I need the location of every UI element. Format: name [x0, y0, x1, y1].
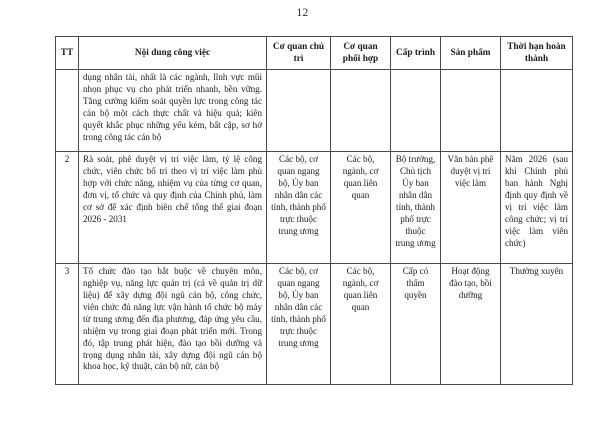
column-header-co-quan-phoi-hop: Cơ quan phối hợp	[331, 37, 391, 70]
column-header-noi-dung-cong-viec: Nội dung công việc	[79, 37, 267, 70]
cell-thoi-han-hoan-thanh	[501, 70, 573, 152]
cell-noi-dung-cong-viec: Rà soát, phê duyệt vị trí việc làm, tỷ lệ công chức, viên chức bố trí theo vị trí việc làm phù hợp với chức năng, nhiệm vụ của từng cơ quan, đơn vị, tổ chức và quy định của Chính phủ, làm cơ sở để xác định biên chế tổng thể giai đoạn 2026 - 2031	[79, 152, 267, 264]
cell-co-quan-chu-tri: Các bộ, cơ quan ngang bộ, Ủy ban nhân dân các tỉnh, thành phố trực thuộc trung ương	[267, 264, 331, 385]
cell-cap-trinh: Cấp có thẩm quyền	[391, 264, 441, 385]
cell-co-quan-phoi-hop: Các bộ, ngành, cơ quan liên quan	[331, 264, 391, 385]
cell-thoi-han-hoan-thanh: Thường xuyên	[501, 264, 573, 385]
column-header-san-pham: Sản phẩm	[441, 37, 501, 70]
cell-san-pham	[441, 70, 501, 152]
cell-tt: 3	[56, 264, 79, 385]
table-row	[56, 70, 573, 152]
column-header-cap-trinh: Cấp trình	[391, 37, 441, 70]
cell-san-pham: Văn bản phê duyệt vị trí việc làm	[441, 152, 501, 264]
cell-co-quan-phoi-hop: Các bộ, ngành, cơ quan liên quan	[331, 152, 391, 264]
table-header-row	[56, 37, 573, 70]
work-plan-table-container	[55, 36, 568, 385]
cell-co-quan-phoi-hop	[331, 70, 391, 152]
cell-cap-trinh	[391, 70, 441, 152]
work-plan-table	[55, 36, 573, 385]
column-header-tt: TT	[56, 37, 79, 70]
column-header-co-quan-chu-tri: Cơ quan chủ trì	[267, 37, 331, 70]
table-row	[56, 152, 573, 264]
column-header-thoi-han-hoan-thanh: Thời hạn hoàn thành	[501, 37, 573, 70]
table-row	[56, 264, 573, 385]
cell-noi-dung-cong-viec: dụng nhân tài, nhất là các ngành, lĩnh vực mũi nhọn phục vụ cho phát triển nhanh, bền vững. Tăng cường kiểm soát quyền lực trong công tác cán bộ một cách thực chất và hiệu quả; kiên quyết khắc phục những yếu kém, bất cập, sơ hở trong công tác cán bộ	[79, 70, 267, 152]
cell-co-quan-chu-tri: Các bộ, cơ quan ngang bộ, Ủy ban nhân dân các tỉnh, thành phố trực thuộc trung ương	[267, 152, 331, 264]
cell-noi-dung-cong-viec: Tổ chức đào tạo bắt buộc về chuyên môn, nghiệp vụ, năng lực quản trị (cả về quản trị dữ liệu) để xây dựng đội ngũ cán bộ, công chức, viên chức đủ năng lực vận hành tổ chức bộ máy từ trung ương đến địa phương, đáp ứng yêu cầu, nhiệm vụ trong giai đoạn phát triển mới. Trong đó, tập trung phát hiện, đào tạo bồi dưỡng và trọng dụng nhân tài, xây dựng đội ngũ cán bộ khoa học, kỹ thuật, cán bộ nữ, cán bộ	[79, 264, 267, 385]
cell-co-quan-chu-tri	[267, 70, 331, 152]
cell-tt: 2	[56, 152, 79, 264]
cell-san-pham: Hoạt động đào tạo, bồi dưỡng	[441, 264, 501, 385]
cell-tt	[56, 70, 79, 152]
cell-thoi-han-hoan-thanh: Năm 2026 (sau khi Chính phủ ban hành Nghị định quy định về vị trí việc làm công chức; vị trí việc làm viên chức)	[501, 152, 573, 264]
page-number: 12	[296, 7, 309, 19]
cell-cap-trinh: Bộ trưởng, Chủ tịch Ủy ban nhân dân tỉnh, thành phố trực thuộc trung ương	[391, 152, 441, 264]
